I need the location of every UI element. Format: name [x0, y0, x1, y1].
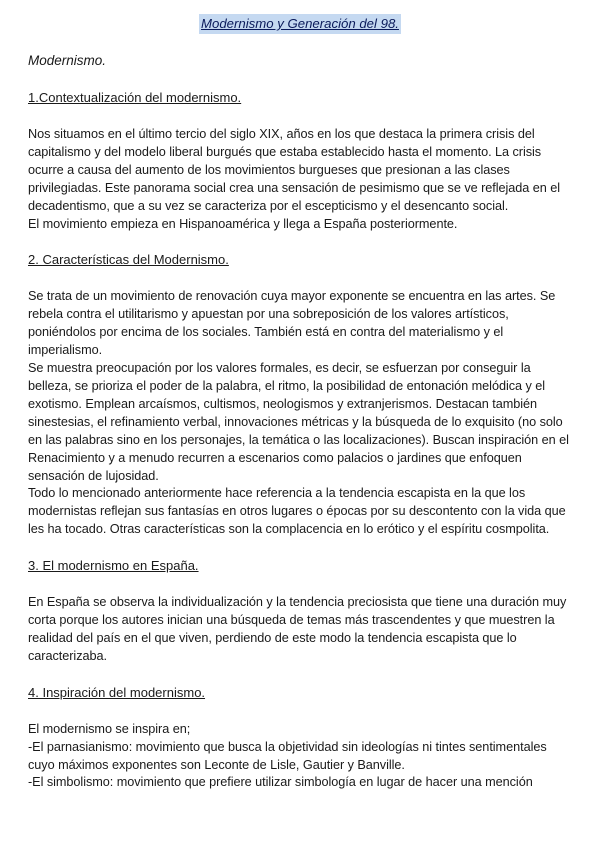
- paragraph: Todo lo mencionado anteriormente hace referencia a la tendencia escapista en la que los modernistas reflejan sus fantasías en otros lugares o épocas por su descontento con la vida que les ha tocado. Otras características son la complacencia en lo erótico y el espíritu cosmpolita.: [28, 486, 566, 537]
- section-heading: 3. El modernismo en España.: [28, 558, 199, 574]
- paragraph: En España se observa la individualización y la tendencia preciosista que tiene una duración muy corta porque los autores inician una búsqueda de temas más trascendentes y que muestren la realidad del país en el que viven, perdiendo de este modo la tendencia escapista que lo caracterizaba.: [28, 595, 567, 663]
- paragraph: El modernismo se inspira en;: [28, 721, 191, 736]
- paragraph: -El parnasianismo: movimiento que busca la objetividad sin ideologías ni tintes sentimentales cuyo máximos exponentes son Leconte de Lisle, Gautier y Banville.: [28, 739, 547, 772]
- document-title[interactable]: Modernismo y Generación del 98.: [199, 14, 401, 34]
- section-gap: [28, 539, 572, 557]
- document-subtitle: Modernismo.: [28, 53, 107, 68]
- section-heading: 4. Inspiración del modernismo.: [28, 684, 206, 700]
- section-heading: 1.Contextualización del modernismo.: [28, 90, 242, 105]
- paragraph: -El simbolismo: movimiento que prefiere utilizar simbología en lugar de hacer una mención: [28, 775, 533, 790]
- title-wrap: [28, 14, 572, 34]
- paragraph: El movimiento empieza en Hispanoamérica y llega a España posteriormente.: [28, 216, 458, 231]
- section-gap: [28, 233, 572, 251]
- section-contextualizacion: [28, 89, 572, 233]
- section-inspiracion: [28, 684, 572, 793]
- paragraph: Se muestra preocupación por los valores formales, es decir, se esfuerzan por conseguir la belleza, se prioriza el poder de la palabra, el ritmo, la posibilidad de entonación melódica y el exotismo. Emplean arcaísmos, cultismos, neologismos y extranjerismos. Destacan también sinestesias, el refinamiento verbal, innovaciones métricas y la búsqueda de lo exquisito (no solo en las palabras sino en los personajes, la temática o las localizaciones). Buscan inspiración en el Renacimiento y a menudo recurren a escenarios como palacios o jardines que enfoquen sensación de lujosidad.: [28, 361, 569, 483]
- section-espana: [28, 557, 572, 666]
- section-caracteristicas: [28, 251, 572, 539]
- paragraph: Nos situamos en el último tercio del siglo XIX, años en los que destaca la primera crisis del capitalismo y del modelo liberal burgués que estaba establecido hasta el momento. La crisis ocurre a causa del aumento de los movimientos burgueses que presionan a las clases privilegiadas. Este panorama social crea una sensación de pesimismo que se ve reflejada en el decadentismo, que a su vez se caracteriza por el escepticismo y el desencanto social.: [28, 127, 561, 213]
- paragraph: Se trata de un movimiento de renovación cuya mayor exponente se encuentra en las artes. Se rebela contra el utilitarismo y apuestan por una sobreposición de los valores artísticos, poniéndolos por encima de los sociales. También está en contra del materialismo y el imperialismo.: [28, 289, 556, 358]
- section-heading: 2. Características del Modernismo.: [28, 252, 229, 268]
- section-gap: [28, 666, 572, 684]
